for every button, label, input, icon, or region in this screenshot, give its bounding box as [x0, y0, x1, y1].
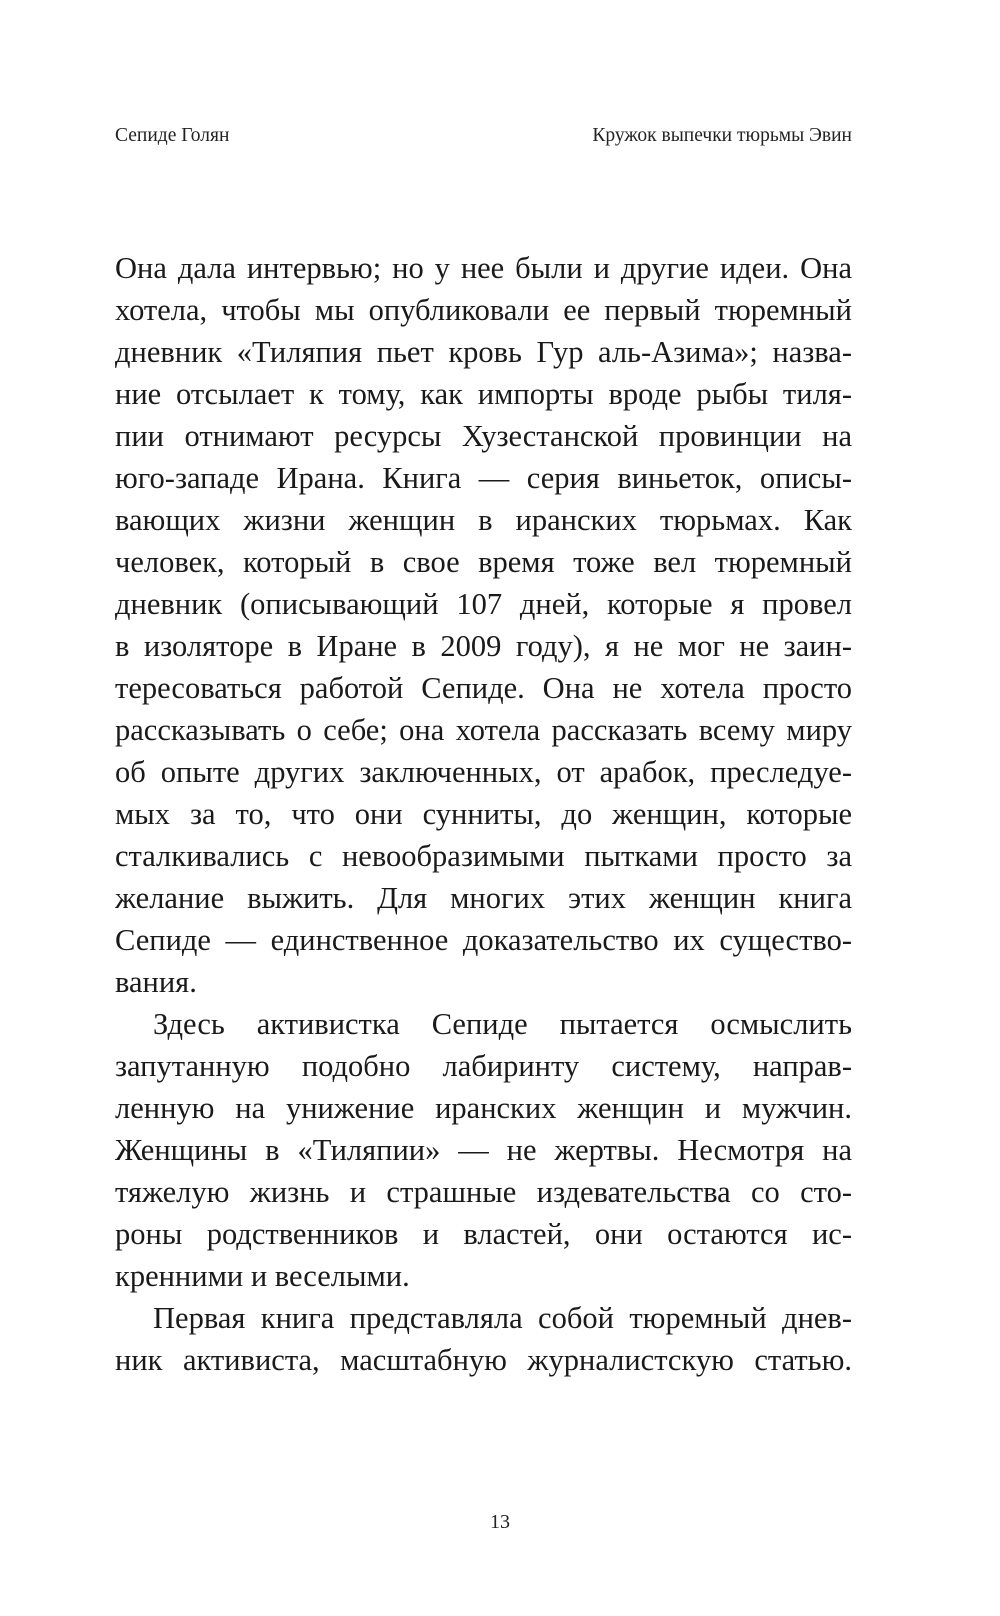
text-line: человек, который в свое время тоже вел тюремный	[115, 545, 852, 579]
text-line: Женщины в «Тиляпии» — не жертвы. Несмотря на	[115, 1133, 852, 1167]
text-line: вания.	[115, 965, 197, 999]
running-head-author: Сепиде Голян	[115, 125, 230, 146]
text-line: кренними и веселыми.	[115, 1259, 410, 1293]
text-line: об опыте других заключенных, от арабок, преследуе-	[115, 755, 852, 789]
text-line: хотела, чтобы мы опубликовали ее первый тюремный	[115, 293, 852, 327]
paragraph-2	[115, 1003, 852, 1297]
text-line: мых за то, что они сунниты, до женщин, которые	[115, 797, 852, 831]
text-line: запутанную подобно лабиринту систему, направ-	[115, 1049, 852, 1083]
body-text	[115, 247, 852, 1381]
text-line: ленную на унижение иранских женщин и мужчин.	[115, 1091, 852, 1125]
text-line: пии отнимают ресурсы Хузестанской провинции на	[115, 419, 852, 453]
text-line: дневник «Тиляпия пьет кровь Гур аль-Азима»; назва-	[115, 335, 852, 369]
text-line: ние отсылает к тому, как импорты вроде рыбы тиля-	[115, 377, 852, 411]
text-line: тересоваться работой Сепиде. Она не хотела просто	[115, 671, 852, 705]
text-line: вающих жизни женщин в иранских тюрьмах. Как	[115, 503, 852, 537]
text-line: Первая книга представляла собой тюремный днев-	[153, 1301, 852, 1335]
text-line: Здесь активистка Сепиде пытается осмыслить	[153, 1007, 852, 1041]
text-line: дневник (описывающий 107 дней, которые я провел	[115, 587, 852, 621]
text-line: ник активиста, масштабную журналистскую статью.	[115, 1343, 852, 1377]
text-line: Она дала интервью; но у нее были и другие идеи. Она	[115, 251, 852, 285]
text-line: юго-западе Ирана. Книга — серия виньеток, описы-	[115, 461, 852, 495]
paragraph-3	[115, 1297, 852, 1381]
text-line: желание выжить. Для многих этих женщин книга	[115, 881, 852, 915]
page-number: 13	[490, 1511, 510, 1533]
text-line: в изоляторе в Иране в 2009 году), я не мог не заин-	[115, 629, 852, 663]
running-head	[115, 124, 852, 148]
text-line: роны родственников и властей, они остаются ис-	[115, 1217, 852, 1251]
text-line: рассказывать о себе; она хотела рассказать всему миру	[115, 713, 852, 747]
running-head-book-title: Кружок выпечки тюрьмы Эвин	[592, 125, 852, 146]
paragraph-1	[115, 247, 852, 1003]
text-line: тяжелую жизнь и страшные издевательства со сто-	[115, 1175, 852, 1209]
text-line: Сепиде — единственное доказательство их существо-	[115, 923, 852, 957]
text-line: сталкивались с невообразимыми пытками просто за	[115, 839, 852, 873]
